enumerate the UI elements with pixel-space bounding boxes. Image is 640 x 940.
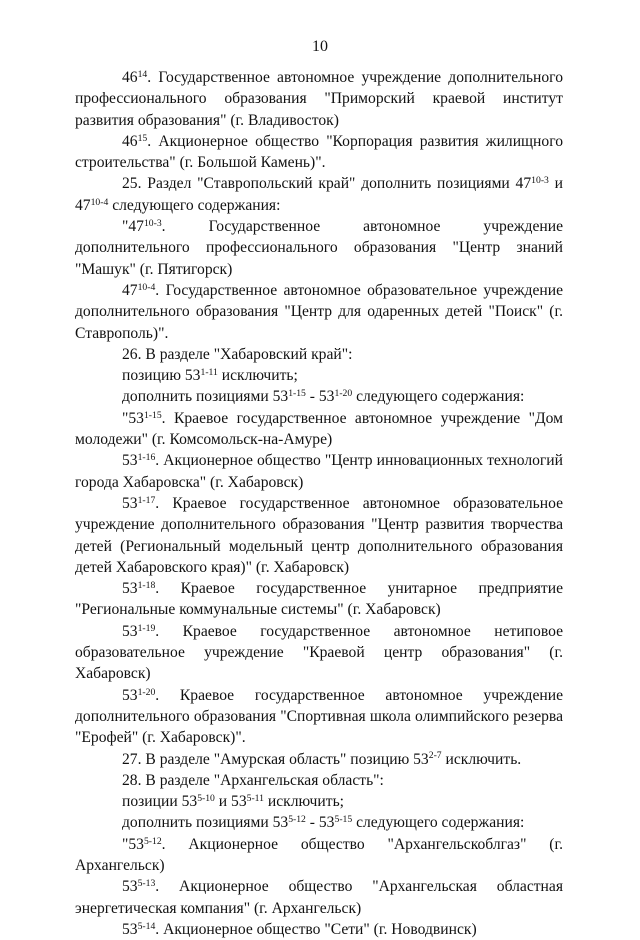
superscript-index: 1-11: [200, 367, 218, 379]
paragraph-text: дополнить позициями 53: [122, 388, 289, 406]
paragraph-text: и 53: [214, 793, 247, 811]
superscript-index: 10-3: [531, 175, 549, 187]
paragraph-text: "53: [122, 409, 144, 427]
document-paragraph: [75, 280, 563, 344]
superscript-index: 5-15: [334, 814, 353, 826]
superscript-index: 1-17: [137, 494, 156, 506]
superscript-index: 5-13: [137, 878, 156, 890]
paragraph-text: - 53: [305, 388, 335, 406]
paragraph-text: 53: [122, 452, 138, 470]
superscript-index: 1-15: [288, 388, 306, 400]
superscript-index: 5-12: [288, 814, 306, 826]
superscript-index: 5-11: [246, 793, 264, 805]
paragraph-text: 47: [122, 281, 138, 299]
paragraph-text: дополнить позициями 53: [122, 814, 289, 832]
paragraph-text: . Краевое государственное автономное учреждение дополнительного образования "Спортивная школа олимпийского резерва "Ерофей" (г. Хабаровск)".: [75, 686, 563, 747]
paragraph-text: 27. В разделе "Амурская область" позицию 53: [122, 750, 429, 768]
document-paragraph: [75, 791, 563, 812]
paragraph-text: "47: [122, 218, 144, 236]
document-paragraph: [75, 621, 563, 685]
document-paragraph: [75, 67, 563, 131]
paragraph-text: исключить.: [441, 750, 522, 768]
paragraph-text: - 53: [305, 814, 335, 832]
paragraph-text: следующего содержания:: [352, 814, 525, 832]
superscript-index: 1-20: [334, 388, 353, 400]
paragraph-text: . Акционерное общество "Центр инновационных технологий города Хабаровска" (г. Хабаровск): [75, 452, 563, 491]
paragraph-text: "53: [122, 835, 144, 853]
paragraph-text: позиции 53: [122, 793, 198, 811]
superscript-index: 14: [137, 68, 148, 80]
paragraph-text: и 47: [75, 175, 563, 214]
paragraph-text: 28. В разделе "Архангельская область":: [122, 771, 384, 789]
superscript-index: 1-15: [143, 409, 162, 421]
paragraph-text: исключить;: [263, 793, 345, 811]
superscript-index: 1-16: [137, 452, 156, 464]
paragraph-text: 53: [122, 878, 138, 896]
document-paragraph: [75, 173, 563, 216]
paragraph-text: следующего содержания:: [108, 196, 281, 214]
paragraph-text: . Акционерное общество "Сети" (г. Новодвинск): [155, 920, 477, 938]
document-paragraph: [75, 408, 563, 451]
paragraph-text: . Акционерное общество "Архангельская областная энергетическая компания" (г. Архангельск): [75, 878, 563, 917]
paragraph-text: 53: [122, 580, 138, 598]
paragraph-text: . Краевое государственное унитарное предприятие "Региональные коммунальные системы" (г. Хабаровск): [75, 580, 563, 619]
document-paragraph: [75, 812, 563, 833]
paragraph-text: . Краевое государственное автономное нетиповое образовательное учреждение "Краевой центр образования" (г. Хабаровск): [75, 622, 563, 683]
paragraph-text: . Государственное автономное учреждение дополнительного профессионального образования "Центр знаний "Машук" (г. Пятигорск): [75, 218, 563, 278]
superscript-index: 1-19: [137, 622, 156, 634]
document-paragraph: [75, 876, 563, 919]
paragraph-text: 53: [122, 494, 138, 512]
paragraph-text: 53: [122, 920, 138, 938]
paragraph-text: 25. Раздел "Ставропольский край" дополнить позициями 47: [122, 175, 532, 193]
superscript-index: 5-12: [143, 835, 162, 847]
paragraph-text: следующего содержания:: [352, 388, 525, 406]
document-paragraph: [75, 365, 563, 386]
superscript-index: 5-10: [197, 793, 215, 805]
document-paragraph: [75, 749, 563, 770]
paragraph-text: исключить;: [217, 367, 298, 385]
document-paragraph: [75, 493, 563, 578]
superscript-index: 1-18: [137, 580, 156, 592]
paragraph-text: 53: [122, 686, 138, 704]
document-paragraph: [75, 919, 563, 940]
paragraph-text: . Государственное автономное учреждение дополнительного профессионального образования "Приморский краевой институт развития образования" (г. Владивосток): [75, 69, 563, 129]
document-paragraph: [75, 386, 563, 407]
paragraph-text: . Государственное автономное образовательное учреждение дополнительного образования "Центр для одаренных детей "Поиск" (г. Ставрополь)".: [75, 281, 563, 342]
document-paragraph: [75, 450, 563, 493]
paragraph-text: 53: [122, 622, 138, 640]
document-paragraph: [75, 685, 563, 749]
paragraph-text: . Краевое государственное автономное образовательное учреждение дополнительного образования "Центр развития творчества детей (Региональный модельный центр дополнительного образования детей Хабаровского края)" (г. Хабаровск): [75, 494, 563, 576]
document-body: [75, 67, 563, 940]
paragraph-text: . Краевое государственное автономное учреждение "Дом молодежи" (г. Комсомольск-на-Амуре): [75, 409, 563, 449]
page-number: 10: [312, 38, 328, 55]
paragraph-text: . Акционерное общество "Архангельскоблгаз" (г. Архангельск): [75, 835, 563, 874]
paragraph-text: позицию 53: [122, 367, 201, 385]
document-paragraph: [75, 131, 563, 174]
paragraph-text: 46: [122, 69, 138, 86]
superscript-index: 1-20: [137, 686, 156, 698]
document-paragraph: [75, 578, 563, 621]
paragraph-text: . Акционерное общество "Корпорация развития жилищного строительства" (г. Большой Камень)".: [75, 132, 563, 172]
document-paragraph: [75, 216, 563, 280]
paragraph-text: 46: [122, 132, 138, 150]
superscript-index: 10-3: [143, 218, 162, 230]
superscript-index: 2-7: [428, 750, 442, 762]
document-paragraph: [75, 770, 563, 791]
superscript-index: 10-4: [90, 196, 109, 208]
document-paragraph: [75, 344, 563, 365]
superscript-index: 5-14: [137, 920, 156, 932]
document-paragraph: [75, 834, 563, 877]
paragraph-text: 26. В разделе "Хабаровский край":: [122, 345, 353, 363]
superscript-index: 15: [137, 132, 148, 144]
superscript-index: 10-4: [137, 281, 156, 293]
